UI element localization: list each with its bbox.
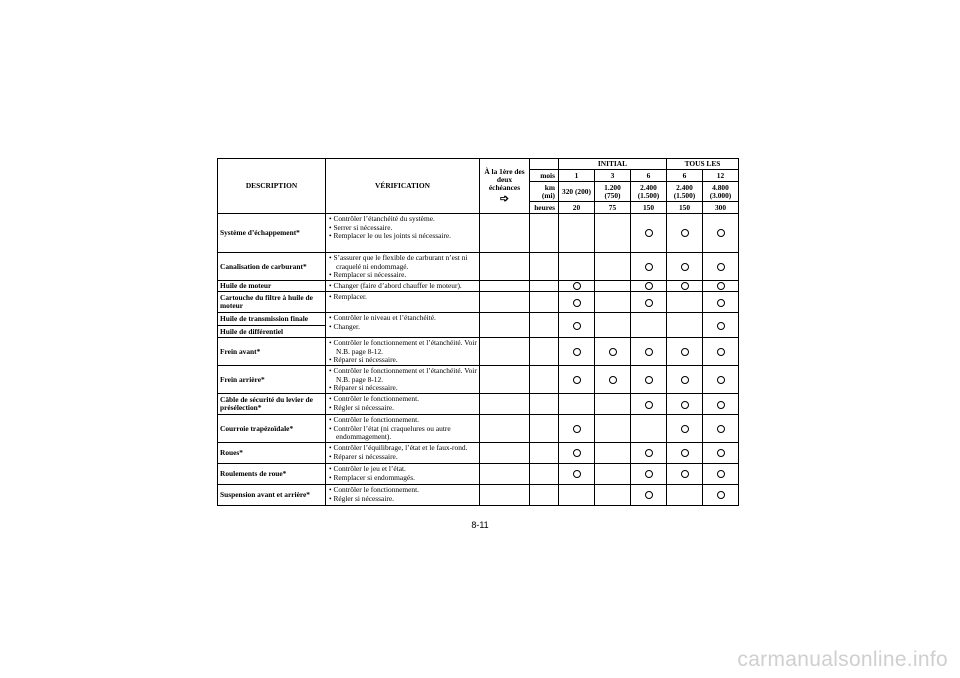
header-first-due-label: À la 1ère des deux échéances [484, 166, 525, 193]
row-description: Frein arrière* [218, 366, 326, 394]
unit-value: 2.400 (1.500) [631, 182, 667, 202]
bullet-icon: • [329, 443, 334, 453]
interval-cell [631, 313, 667, 338]
circle-mark-icon [645, 282, 653, 290]
interval-cell [667, 443, 703, 464]
row-unit-cell [530, 338, 559, 366]
circle-mark-icon [717, 322, 725, 330]
row-description: Huile de moteur [218, 281, 326, 292]
check-text: Réparer si nécessaire. [333, 354, 398, 364]
unit-value: 150 [631, 202, 667, 214]
circle-mark-icon [645, 470, 653, 478]
check-item [329, 474, 477, 482]
check-text: Remplacer le ou les joints si nécessaire. [333, 230, 452, 240]
interval-cell [559, 214, 595, 253]
check-text: Contrôler l’état (ni craquelures ou autre endommagement). [333, 423, 451, 441]
circle-mark-icon [717, 491, 725, 499]
circle-mark-icon [609, 348, 617, 356]
interval-cell [703, 443, 739, 464]
check-item [329, 425, 477, 442]
watermark: carmanualsonline.info [737, 648, 948, 671]
row-unit-cell [530, 366, 559, 394]
check-text: Régler si nécessaire. [333, 402, 394, 412]
interval-cell [667, 253, 703, 281]
circle-mark-icon [681, 401, 689, 409]
unit-value: 1.200 (750) [595, 182, 631, 202]
interval-cell [667, 394, 703, 415]
interval-cell [595, 338, 631, 366]
unit-value: 75 [595, 202, 631, 214]
circle-mark-icon [645, 229, 653, 237]
check-item [329, 495, 477, 503]
interval-cell [559, 485, 595, 506]
circle-mark-icon [573, 348, 581, 356]
check-item [329, 293, 477, 301]
interval-cell [595, 394, 631, 415]
circle-mark-icon [573, 376, 581, 384]
interval-cell [595, 292, 631, 313]
circle-mark-icon [645, 348, 653, 356]
interval-cell [631, 415, 667, 443]
row-description: Câble de sécurité du levier de présélection* [218, 394, 326, 415]
interval-cell [667, 214, 703, 253]
row-first-due-cell [480, 338, 530, 366]
unit-label: mois [530, 170, 559, 182]
row-unit-cell [530, 253, 559, 281]
row-verification [326, 313, 480, 338]
interval-cell [559, 394, 595, 415]
table-row [218, 292, 739, 313]
bullet-icon: • [329, 415, 334, 425]
check-item [329, 254, 477, 271]
table-row [218, 464, 739, 485]
table-row [218, 281, 739, 292]
row-verification [326, 464, 480, 485]
circle-mark-icon [609, 376, 617, 384]
check-text: Contrôler le fonctionnement. [333, 415, 420, 425]
row-verification [326, 485, 480, 506]
bullet-icon: • [329, 230, 334, 240]
check-item [329, 232, 477, 240]
circle-mark-icon [717, 401, 725, 409]
bullet-icon: • [329, 464, 334, 474]
circle-mark-icon [681, 425, 689, 433]
bullet-icon: • [329, 472, 334, 482]
interval-cell [667, 281, 703, 292]
row-first-due-cell [480, 366, 530, 394]
interval-cell [703, 415, 739, 443]
interval-cell [559, 281, 595, 292]
row-verification [326, 366, 480, 394]
circle-mark-icon [681, 348, 689, 356]
bullet-icon: • [329, 281, 334, 291]
interval-cell [667, 485, 703, 506]
interval-cell [703, 485, 739, 506]
row-verification [326, 253, 480, 281]
row-description: Roues* [218, 443, 326, 464]
circle-mark-icon [681, 263, 689, 271]
row-description: Courroie trapézoïdale* [218, 415, 326, 443]
check-text: Remplacer si nécessaire. [333, 269, 407, 279]
circle-mark-icon [681, 282, 689, 290]
unit-value: 4.800 (3.000) [703, 182, 739, 202]
bullet-icon: • [329, 402, 334, 412]
row-unit-cell [530, 313, 559, 338]
interval-cell [703, 313, 739, 338]
row-description: Système d’échappement* [218, 214, 326, 253]
table-row [218, 443, 739, 464]
header-first-due [480, 159, 530, 214]
row-verification [326, 394, 480, 415]
circle-mark-icon [717, 263, 725, 271]
interval-cell [595, 214, 631, 253]
interval-cell [559, 292, 595, 313]
interval-cell [631, 292, 667, 313]
check-item [329, 453, 477, 461]
row-first-due-cell [480, 443, 530, 464]
unit-value: 6 [631, 170, 667, 182]
interval-cell [595, 366, 631, 394]
row-unit-cell [530, 415, 559, 443]
header-initial: INITIAL [559, 159, 667, 170]
interval-cell [631, 443, 667, 464]
header-blank-cell [530, 159, 559, 170]
unit-value: 2.400 (1.500) [667, 182, 703, 202]
row-description: Canalisation de carburant* [218, 253, 326, 281]
unit-value: 320 (200) [559, 182, 595, 202]
row-first-due-cell [480, 485, 530, 506]
check-text: Changer (faire d’abord chauffer le moteur). [333, 281, 462, 291]
check-text: Réparer si nécessaire. [333, 451, 398, 461]
interval-cell [559, 366, 595, 394]
row-description: Cartouche du filtre à huile de moteur [218, 292, 326, 313]
check-text: Contrôler l’étanchéité du système. [333, 214, 435, 224]
bullet-icon: • [329, 222, 334, 232]
header-every: TOUS LES [667, 159, 739, 170]
unit-value: 20 [559, 202, 595, 214]
interval-cell [559, 253, 595, 281]
table-row [218, 366, 739, 394]
circle-mark-icon [681, 229, 689, 237]
row-verification [326, 281, 480, 292]
row-unit-cell [530, 485, 559, 506]
circle-mark-icon [645, 263, 653, 271]
interval-cell [559, 313, 595, 338]
interval-cell [703, 338, 739, 366]
interval-cell [631, 338, 667, 366]
circle-mark-icon [573, 449, 581, 457]
table-row [218, 338, 739, 366]
unit-value: 12 [703, 170, 739, 182]
interval-cell [559, 464, 595, 485]
row-first-due-cell [480, 281, 530, 292]
bullet-icon: • [329, 292, 334, 302]
row-description: Roulements de roue* [218, 464, 326, 485]
interval-cell [667, 338, 703, 366]
bullet-icon: • [329, 321, 334, 331]
circle-mark-icon [717, 299, 725, 307]
circle-mark-icon [717, 425, 725, 433]
table-row [218, 214, 739, 253]
unit-value: 300 [703, 202, 739, 214]
interval-cell [703, 394, 739, 415]
check-item [329, 282, 477, 290]
circle-mark-icon [681, 376, 689, 384]
unit-value: 1 [559, 170, 595, 182]
row-first-due-cell [480, 415, 530, 443]
check-item [329, 271, 477, 279]
bullet-icon: • [329, 485, 334, 495]
row-unit-cell [530, 281, 559, 292]
check-text: Réparer si nécessaire. [333, 382, 398, 392]
arrow-right-icon: ➩ [499, 192, 510, 205]
bullet-icon: • [329, 269, 334, 279]
row-verification [326, 338, 480, 366]
row-description: Huile de transmission finale [218, 313, 326, 326]
circle-mark-icon [573, 282, 581, 290]
bullet-icon: • [329, 313, 334, 323]
row-description: Huile de différentiel [218, 325, 326, 338]
circle-mark-icon [717, 348, 725, 356]
circle-mark-icon [573, 425, 581, 433]
row-description: Frein avant* [218, 338, 326, 366]
check-text: Contrôler le jeu et l’état. [333, 464, 406, 474]
check-text: Contrôler le fonctionnement. [333, 394, 420, 404]
row-verification [326, 415, 480, 443]
check-text: Serrer si nécessaire. [333, 222, 393, 232]
circle-mark-icon [717, 229, 725, 237]
interval-cell [631, 214, 667, 253]
maintenance-table [217, 158, 739, 506]
interval-cell [667, 292, 703, 313]
unit-value: 3 [595, 170, 631, 182]
unit-value: 6 [667, 170, 703, 182]
bullet-icon: • [329, 493, 334, 503]
row-first-due-cell [480, 313, 530, 338]
row-first-due-cell [480, 292, 530, 313]
bullet-icon: • [329, 214, 334, 224]
interval-cell [667, 366, 703, 394]
maintenance-rows [218, 214, 739, 506]
check-item [329, 384, 477, 392]
bullet-icon: • [329, 253, 334, 263]
row-unit-cell [530, 443, 559, 464]
unit-label: heures [530, 202, 559, 214]
interval-cell [559, 443, 595, 464]
interval-cell [595, 415, 631, 443]
row-first-due-cell [480, 214, 530, 253]
check-text: Changer. [333, 321, 360, 331]
check-text: Remplacer si endommagés. [333, 472, 415, 482]
check-item [329, 339, 477, 356]
row-verification [326, 292, 480, 313]
check-text: Régler si nécessaire. [333, 493, 394, 503]
interval-cell [703, 281, 739, 292]
header-description: DESCRIPTION [218, 159, 326, 214]
bullet-icon: • [329, 451, 334, 461]
circle-mark-icon [717, 376, 725, 384]
check-text: Contrôler l’équilibrage, l’état et le faux-rond. [333, 443, 468, 453]
interval-cell [667, 415, 703, 443]
interval-cell [559, 338, 595, 366]
row-unit-cell [530, 214, 559, 253]
circle-mark-icon [573, 470, 581, 478]
bullet-icon: • [329, 366, 334, 376]
interval-cell [595, 281, 631, 292]
check-text: Contrôler le fonctionnement. [333, 485, 420, 495]
interval-cell [703, 253, 739, 281]
circle-mark-icon [681, 470, 689, 478]
row-first-due-cell [480, 394, 530, 415]
circle-mark-icon [573, 322, 581, 330]
header-verification: VÉRIFICATION [326, 159, 480, 214]
check-text: Remplacer. [333, 292, 367, 302]
table-row [218, 415, 739, 443]
interval-cell [631, 253, 667, 281]
bullet-icon: • [329, 354, 334, 364]
interval-cell [667, 464, 703, 485]
table-row [218, 485, 739, 506]
check-item [329, 356, 477, 364]
row-verification [326, 443, 480, 464]
circle-mark-icon [717, 470, 725, 478]
row-unit-cell [530, 292, 559, 313]
row-first-due-cell [480, 253, 530, 281]
interval-cell [703, 292, 739, 313]
check-item [329, 367, 477, 384]
row-verification [326, 214, 480, 253]
bullet-icon: • [329, 394, 334, 404]
interval-cell [595, 313, 631, 338]
unit-value: 150 [667, 202, 703, 214]
bullet-icon: • [329, 338, 334, 348]
interval-cell [631, 281, 667, 292]
interval-cell [703, 464, 739, 485]
circle-mark-icon [645, 299, 653, 307]
bullet-icon: • [329, 382, 334, 392]
interval-cell [595, 485, 631, 506]
interval-cell [595, 253, 631, 281]
circle-mark-icon [645, 376, 653, 384]
unit-label: km (mi) [530, 182, 559, 202]
circle-mark-icon [645, 491, 653, 499]
interval-cell [595, 443, 631, 464]
row-unit-cell [530, 394, 559, 415]
row-unit-cell [530, 464, 559, 485]
interval-cell [703, 366, 739, 394]
table-row [218, 394, 739, 415]
interval-cell [631, 485, 667, 506]
interval-cell [631, 394, 667, 415]
circle-mark-icon [645, 449, 653, 457]
interval-cell [667, 313, 703, 338]
interval-cell [559, 415, 595, 443]
check-item [329, 323, 477, 331]
bullet-icon: • [329, 423, 334, 433]
interval-cell [631, 366, 667, 394]
check-text: S’assurer que le flexible de carburant n’est ni craquelé ni endommagé. [333, 253, 468, 271]
check-text: Contrôler le fonctionnement et l’étanchéité. Voir N.B. page 8-12. [333, 338, 477, 356]
circle-mark-icon [717, 282, 725, 290]
circle-mark-icon [573, 299, 581, 307]
row-first-due-cell [480, 464, 530, 485]
circle-mark-icon [645, 401, 653, 409]
check-text: Contrôler le niveau et l’étanchéité. [333, 313, 436, 323]
circle-mark-icon [717, 449, 725, 457]
page-number: 8-11 [471, 520, 489, 530]
table-row [218, 313, 739, 326]
row-description: Suspension avant et arrière* [218, 485, 326, 506]
interval-cell [631, 464, 667, 485]
check-text: Contrôler le fonctionnement et l’étanchéité. Voir N.B. page 8-12. [333, 366, 477, 384]
interval-cell [703, 214, 739, 253]
interval-cell [595, 464, 631, 485]
circle-mark-icon [681, 449, 689, 457]
check-item [329, 404, 477, 412]
table-row [218, 253, 739, 281]
